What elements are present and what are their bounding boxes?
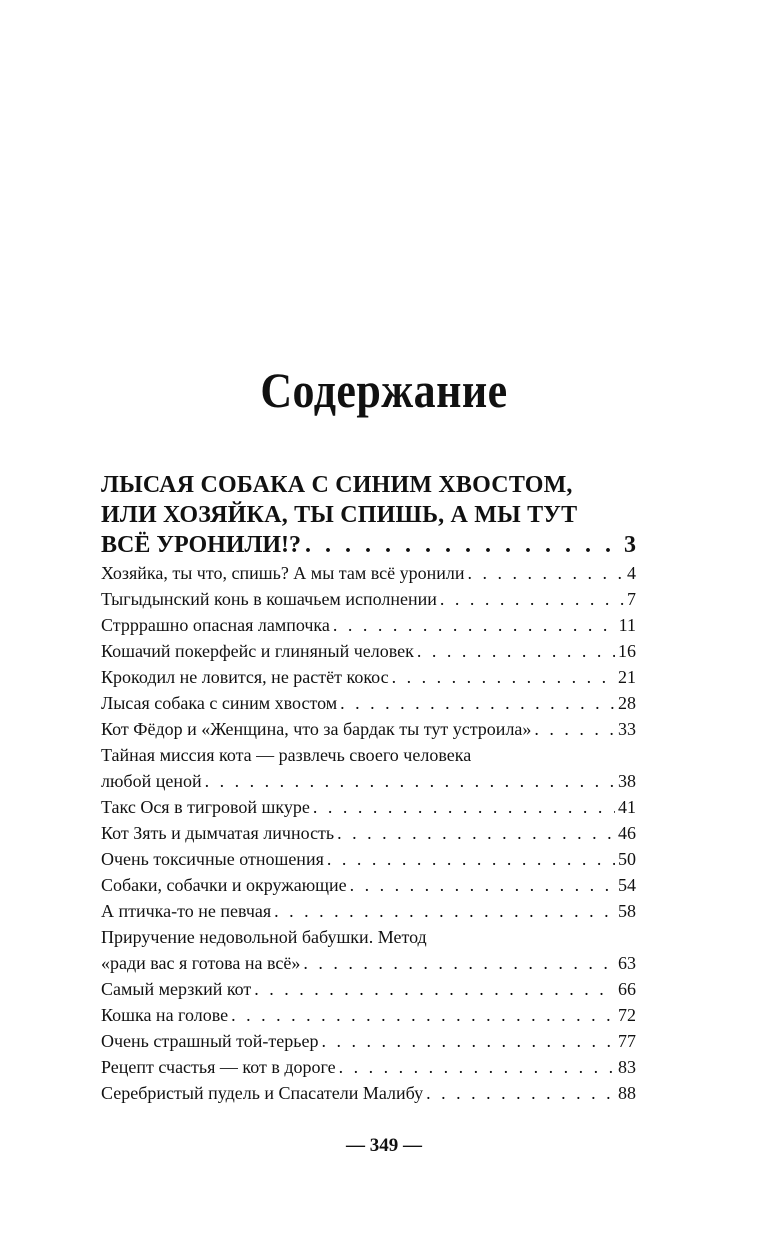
toc-entry-wrapped-line: Приручение недовольной бабушки. Метод [101, 927, 427, 947]
toc-entry [101, 820, 636, 846]
toc-entry [101, 1002, 636, 1028]
toc-entry [101, 846, 636, 872]
entry-page-number: 11 [618, 615, 636, 635]
dot-leader [231, 1002, 615, 1028]
toc-entry [101, 1080, 636, 1106]
part-heading-line-2: ИЛИ ХОЗЯЙКА, ТЫ СПИШЬ, А МЫ ТУТ [101, 502, 578, 528]
entry-page-number: 38 [618, 771, 636, 791]
dot-leader [417, 638, 615, 664]
toc-entry [101, 612, 636, 638]
dot-leader [313, 794, 615, 820]
toc-entry [101, 586, 636, 612]
entry-title: Собаки, собачки и окружающие [101, 875, 347, 895]
toc-entry [101, 768, 636, 794]
entry-title: «ради вас я готова на всё» [101, 953, 301, 973]
part-page-number: 3 [624, 532, 636, 558]
dot-leader [392, 664, 615, 690]
entry-page-number: 7 [627, 589, 636, 609]
dot-leader [274, 898, 615, 924]
entry-page-number: 58 [618, 901, 636, 921]
entry-page-number: 41 [618, 797, 636, 817]
entry-page-number: 21 [618, 667, 636, 687]
dot-leader [468, 560, 624, 586]
entry-title: любой ценой [101, 771, 202, 791]
dot-leader [534, 716, 615, 742]
dot-leader [321, 1028, 615, 1054]
entry-page-number: 88 [618, 1083, 636, 1103]
part-heading-row [101, 530, 636, 560]
entry-title: Очень страшный той-терьер [101, 1031, 319, 1051]
dot-leader [205, 768, 615, 794]
entry-page-number: 28 [618, 693, 636, 713]
dot-leader [337, 820, 615, 846]
dot-leader [303, 950, 615, 976]
dot-leader [339, 1054, 615, 1080]
toc-entry [101, 690, 636, 716]
toc-entry [101, 716, 636, 742]
table-of-contents [101, 470, 636, 1106]
toc-entry [101, 976, 636, 1002]
entry-page-number: 4 [627, 563, 636, 583]
toc-entry [101, 1028, 636, 1054]
entry-title: Очень токсичные отношения [101, 849, 324, 869]
entry-page-number: 33 [618, 719, 636, 739]
toc-entry [101, 664, 636, 690]
entry-page-number: 46 [618, 823, 636, 843]
toc-entry [101, 872, 636, 898]
entry-title: Стрррашно опасная лампочка [101, 615, 330, 635]
entry-title: А птичка-то не певчая [101, 901, 272, 921]
entry-title: Кошачий покерфейс и глиняный человек [101, 641, 414, 661]
toc-entry-wrapped-line: Тайная миссия кота — развлечь своего человека [101, 745, 472, 765]
toc-entry [101, 794, 636, 820]
entry-page-number: 72 [618, 1005, 636, 1025]
toc-entry [101, 898, 636, 924]
entry-title: Кошка на голове [101, 1005, 229, 1025]
entry-page-number: 54 [618, 875, 636, 895]
part-heading [101, 470, 636, 530]
entry-page-number: 50 [618, 849, 636, 869]
dot-leader [305, 530, 620, 560]
entry-title: Рецепт счастья — кот в дороге [101, 1057, 336, 1077]
toc-entry [101, 638, 636, 664]
entry-title: Лысая собака с синим хвостом [101, 693, 338, 713]
dot-leader [426, 1080, 615, 1106]
dot-leader [350, 872, 615, 898]
entry-page-number: 77 [618, 1031, 636, 1051]
entry-title: Хозяйка, ты что, спишь? А мы там всё уронили [101, 563, 465, 583]
dot-leader [333, 612, 616, 638]
entry-page-number: 16 [618, 641, 636, 661]
entry-page-number: 66 [618, 979, 636, 999]
dot-leader [440, 586, 624, 612]
toc-entry [101, 1054, 636, 1080]
entry-title: Такс Ося в тигровой шкуре [101, 797, 310, 817]
entry-title: Кот Фёдор и «Женщина, что за бардак ты тут устроила» [101, 719, 532, 739]
dot-leader [327, 846, 615, 872]
part-heading-last-line: ВСЁ УРОНИЛИ!? [101, 532, 302, 558]
toc-entry [101, 560, 636, 586]
entry-page-number: 83 [618, 1057, 636, 1077]
page-title: Содержание [260, 362, 508, 418]
dot-leader [340, 690, 615, 716]
entry-title: Серебристый пудель и Спасатели Малибу [101, 1083, 424, 1103]
entry-title: Тыгыдынский конь в кошачьем исполнении [101, 589, 437, 609]
part-heading-line-1: ЛЫСАЯ СОБАКА С СИНИМ ХВОСТОМ, [101, 472, 573, 498]
entry-title: Самый мерзкий кот [101, 979, 252, 999]
toc-entry [101, 950, 636, 976]
entry-page-number: 63 [618, 953, 636, 973]
dot-leader [254, 976, 615, 1002]
page-number: — 349 — [346, 1135, 422, 1156]
entry-title: Крокодил не ловится, не растёт кокос [101, 667, 389, 687]
entry-title: Кот Зять и дымчатая личность [101, 823, 335, 843]
